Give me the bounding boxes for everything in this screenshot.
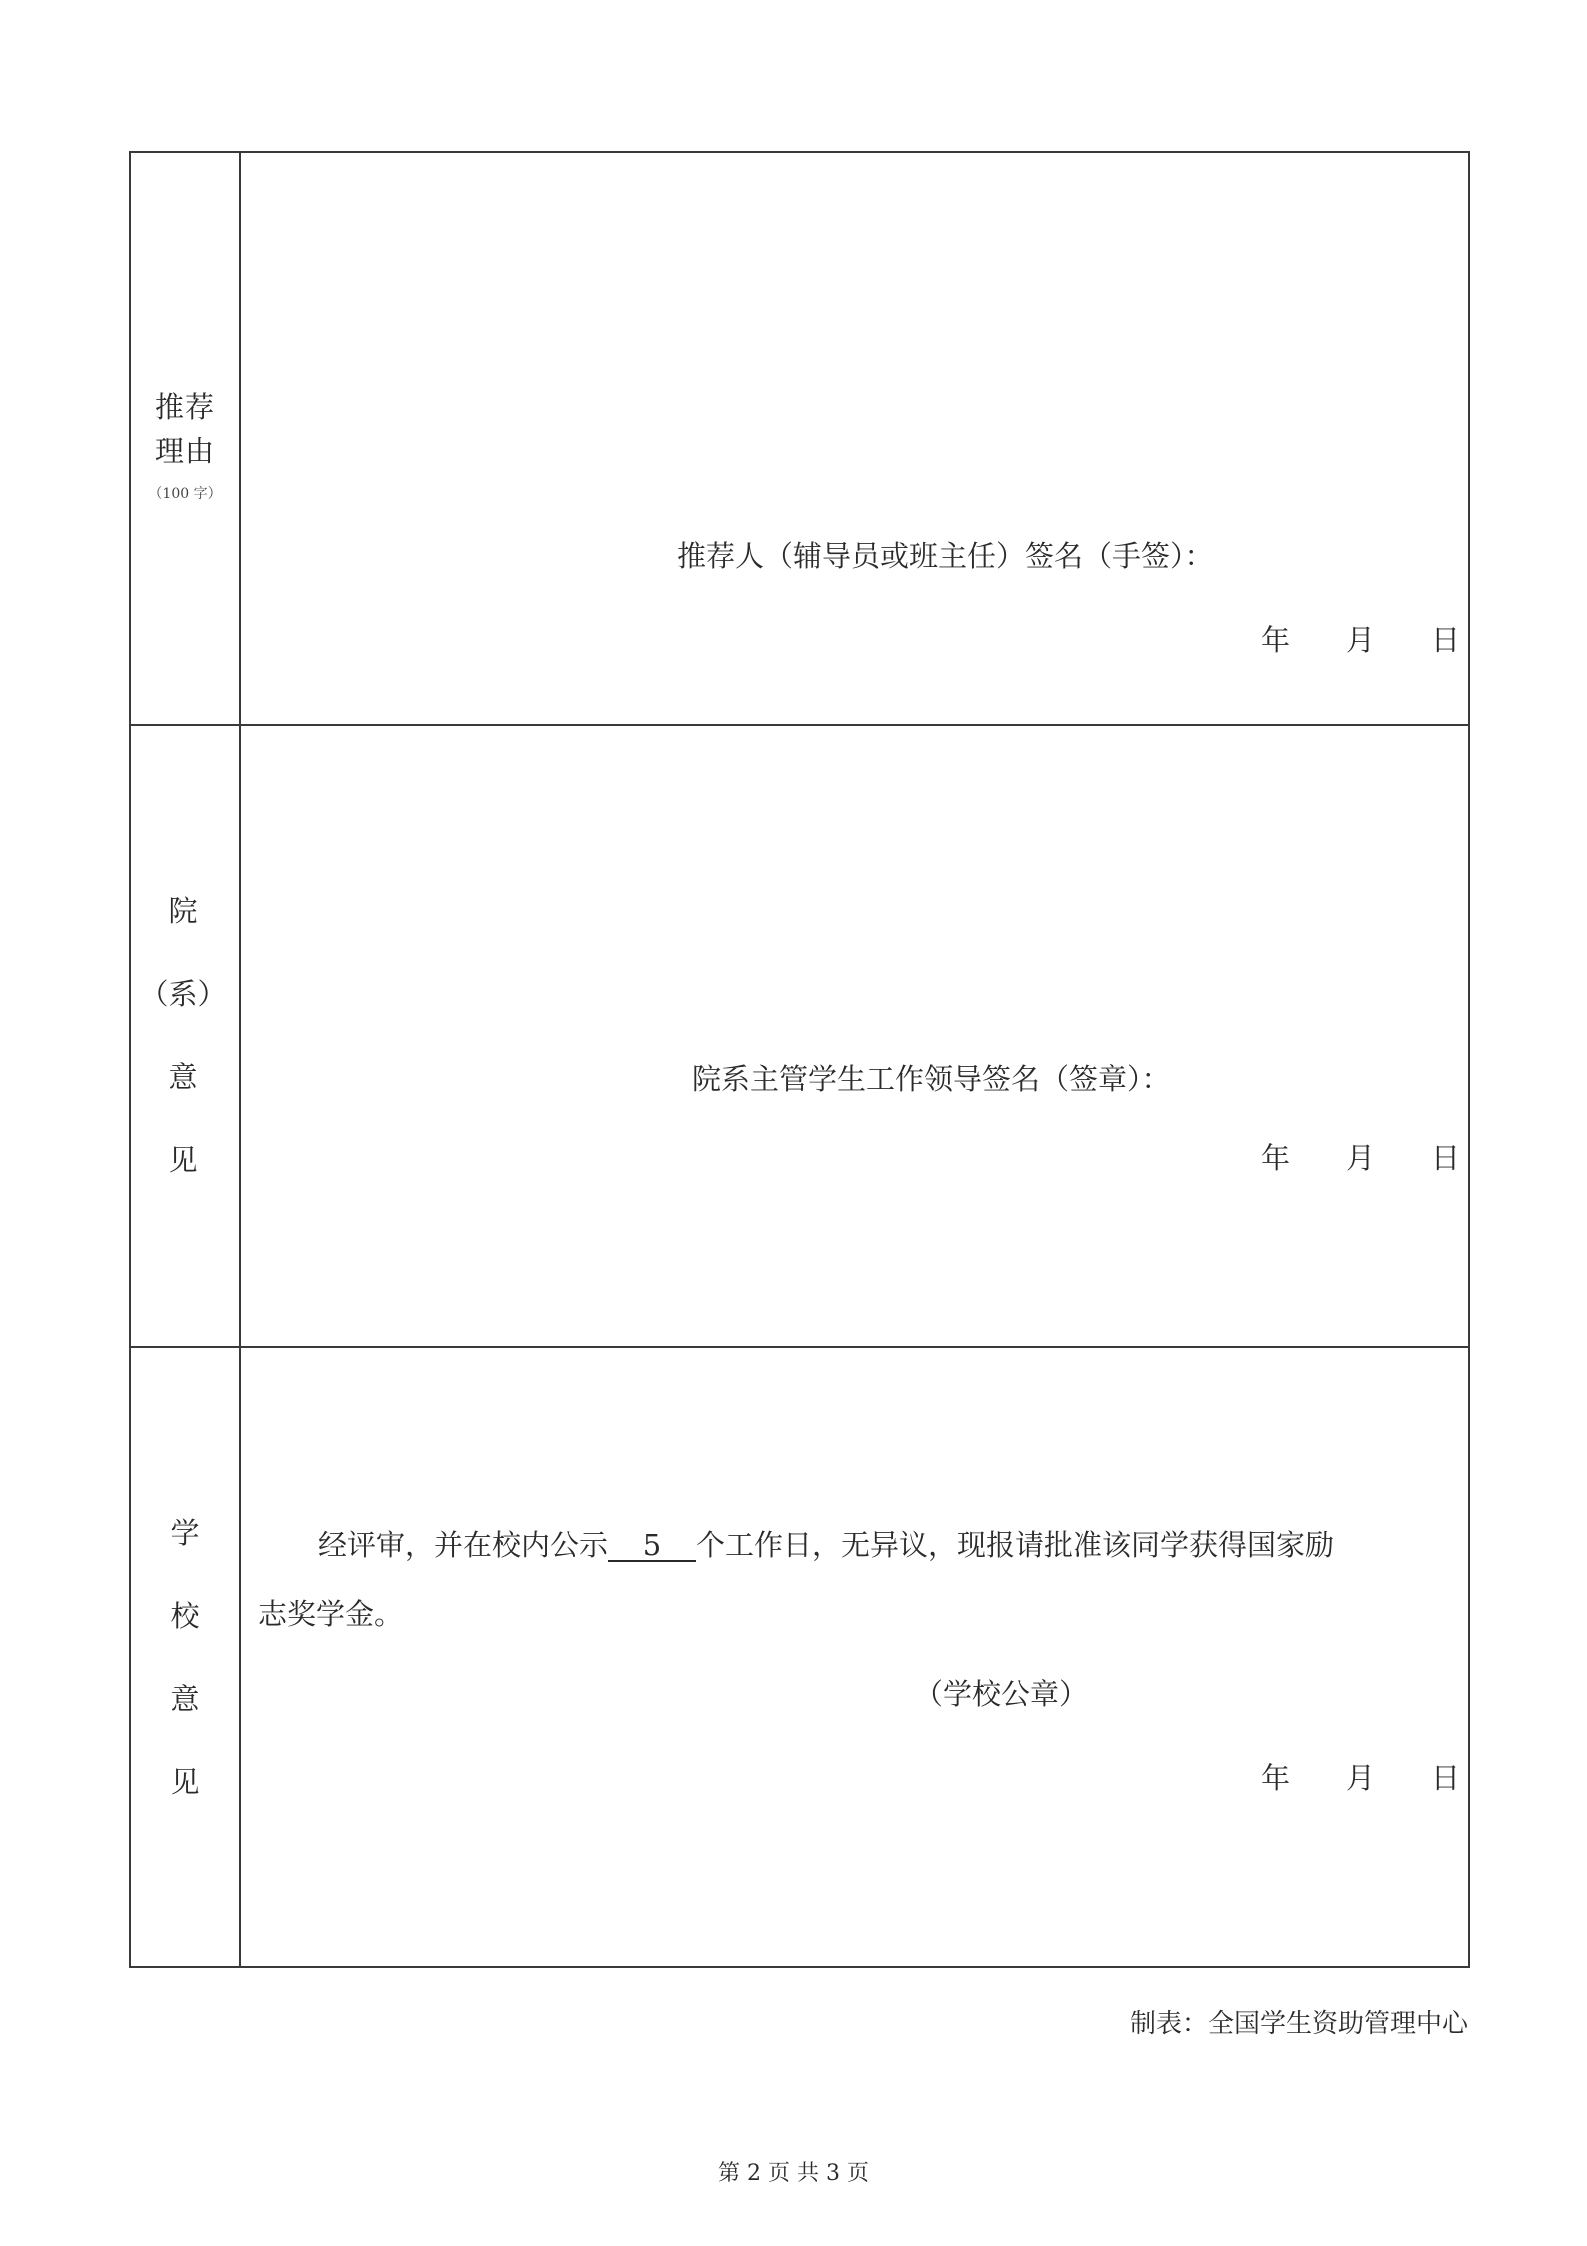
school-label-char: 校 (170, 1599, 200, 1633)
school-statement-line1 (318, 1523, 1334, 1564)
month-label: 月 (1346, 1761, 1376, 1795)
day-label: 日 (1431, 1761, 1461, 1795)
word-limit-note: （100 字） (148, 485, 222, 502)
department-label-char: 见 (168, 1143, 198, 1177)
department-label-char: 意 (168, 1060, 198, 1094)
page-number: 第 2 页 共 3 页 (718, 2161, 869, 2186)
form-table (129, 151, 1470, 1968)
school-label-char: 学 (170, 1516, 200, 1550)
year-label: 年 (1261, 1141, 1291, 1175)
day-label: 日 (1431, 1141, 1461, 1175)
school-label-char: 见 (170, 1765, 200, 1799)
month-label: 月 (1346, 1141, 1376, 1175)
recommendation-label-line2: 理由 (154, 433, 215, 468)
publicity-days-value: 5 (608, 1530, 696, 1562)
recommendation-label-line1: 推荐 (154, 389, 215, 424)
day-label: 日 (1431, 623, 1461, 657)
department-signature-line: 院系主管学生工作领导签名（签章）： (692, 1062, 1171, 1096)
recommendation-date (1261, 618, 1460, 659)
year-label: 年 (1261, 1761, 1291, 1795)
column-divider (239, 153, 241, 1966)
statement-part1: 经评审，并在校内公示 (318, 1528, 609, 1562)
department-date (1261, 1136, 1460, 1177)
recommendation-label-cell (131, 153, 239, 724)
month-label: 月 (1346, 623, 1376, 657)
department-label-char: （系） (139, 977, 227, 1011)
form-credit: 制表：全国学生资助管理中心 (1129, 2009, 1468, 2039)
school-statement-line2: 志奖学金。 (258, 1597, 404, 1631)
row-divider (131, 1346, 1468, 1348)
school-label-char: 意 (170, 1682, 200, 1716)
department-opinion-label-cell (131, 726, 239, 1346)
year-label: 年 (1261, 623, 1291, 657)
school-seal-label: （学校公章） (914, 1677, 1089, 1711)
school-date (1261, 1756, 1460, 1797)
row-divider (131, 724, 1468, 726)
statement-part2: 个工作日，无异议，现报请批准该同学获得国家励 (696, 1528, 1335, 1562)
department-label-char: 院 (168, 894, 198, 928)
recommender-signature-line: 推荐人（辅导员或班主任）签名（手签）： (677, 539, 1214, 573)
school-opinion-label-cell (131, 1348, 239, 1968)
